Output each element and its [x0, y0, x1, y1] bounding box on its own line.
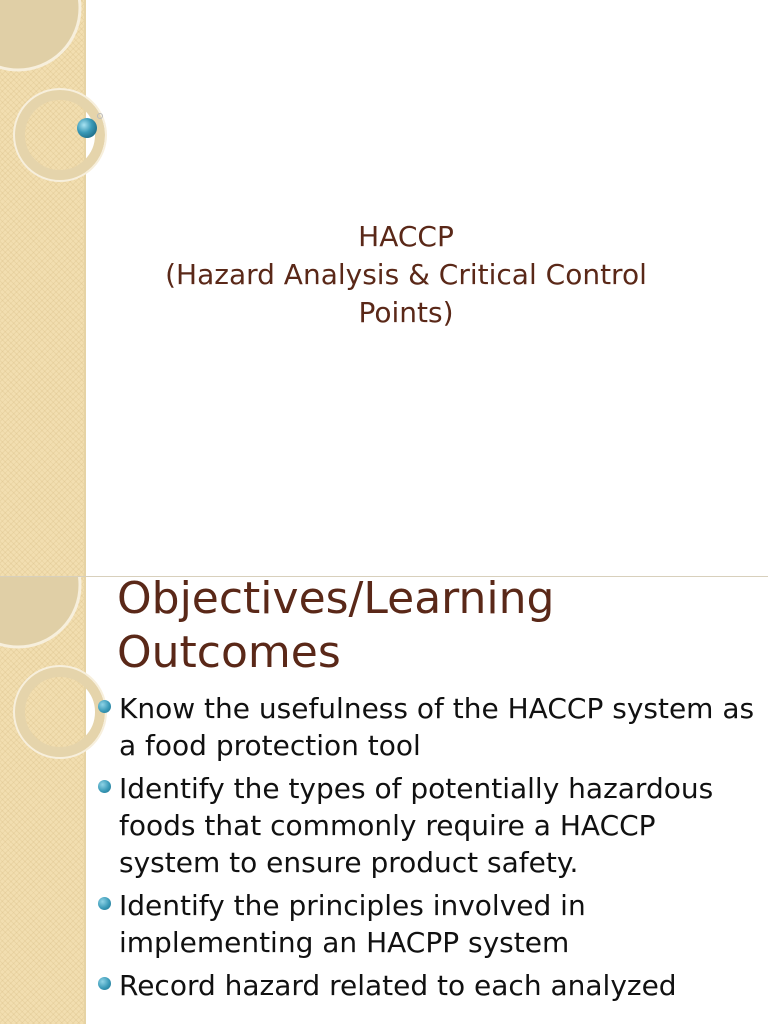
- title-line: Points): [358, 296, 454, 329]
- slide-title: [86, 218, 726, 332]
- bullet-text: Identify the principles involved in implementing an HACPP system: [119, 889, 586, 959]
- bullet-text: Identify the types of potentially hazardous foods that commonly require a HACCP system to ensure product safety.: [119, 772, 714, 879]
- bullet-dot-icon: [98, 897, 111, 910]
- list-item: [98, 887, 758, 961]
- title-line: HACCP: [358, 220, 454, 253]
- list-item: [98, 967, 758, 1004]
- bullet-dot-icon: [98, 700, 111, 713]
- list-item: [98, 690, 758, 764]
- objectives-heading: Objectives/Learning Outcomes: [117, 573, 555, 678]
- list-item: [98, 770, 758, 881]
- title-line: (Hazard Analysis & Critical Control: [165, 258, 647, 291]
- objectives-list: [98, 690, 758, 1010]
- bullet-text: Record hazard related to each analyzed: [119, 969, 677, 1002]
- blue-orb-icon: [0, 0, 110, 160]
- bullet-dot-icon: [98, 780, 111, 793]
- decorative-rings-icon: [0, 577, 110, 777]
- bullet-dot-icon: [98, 977, 111, 990]
- bullet-text: Know the usefulness of the HACCP system as a food protection tool: [119, 692, 755, 762]
